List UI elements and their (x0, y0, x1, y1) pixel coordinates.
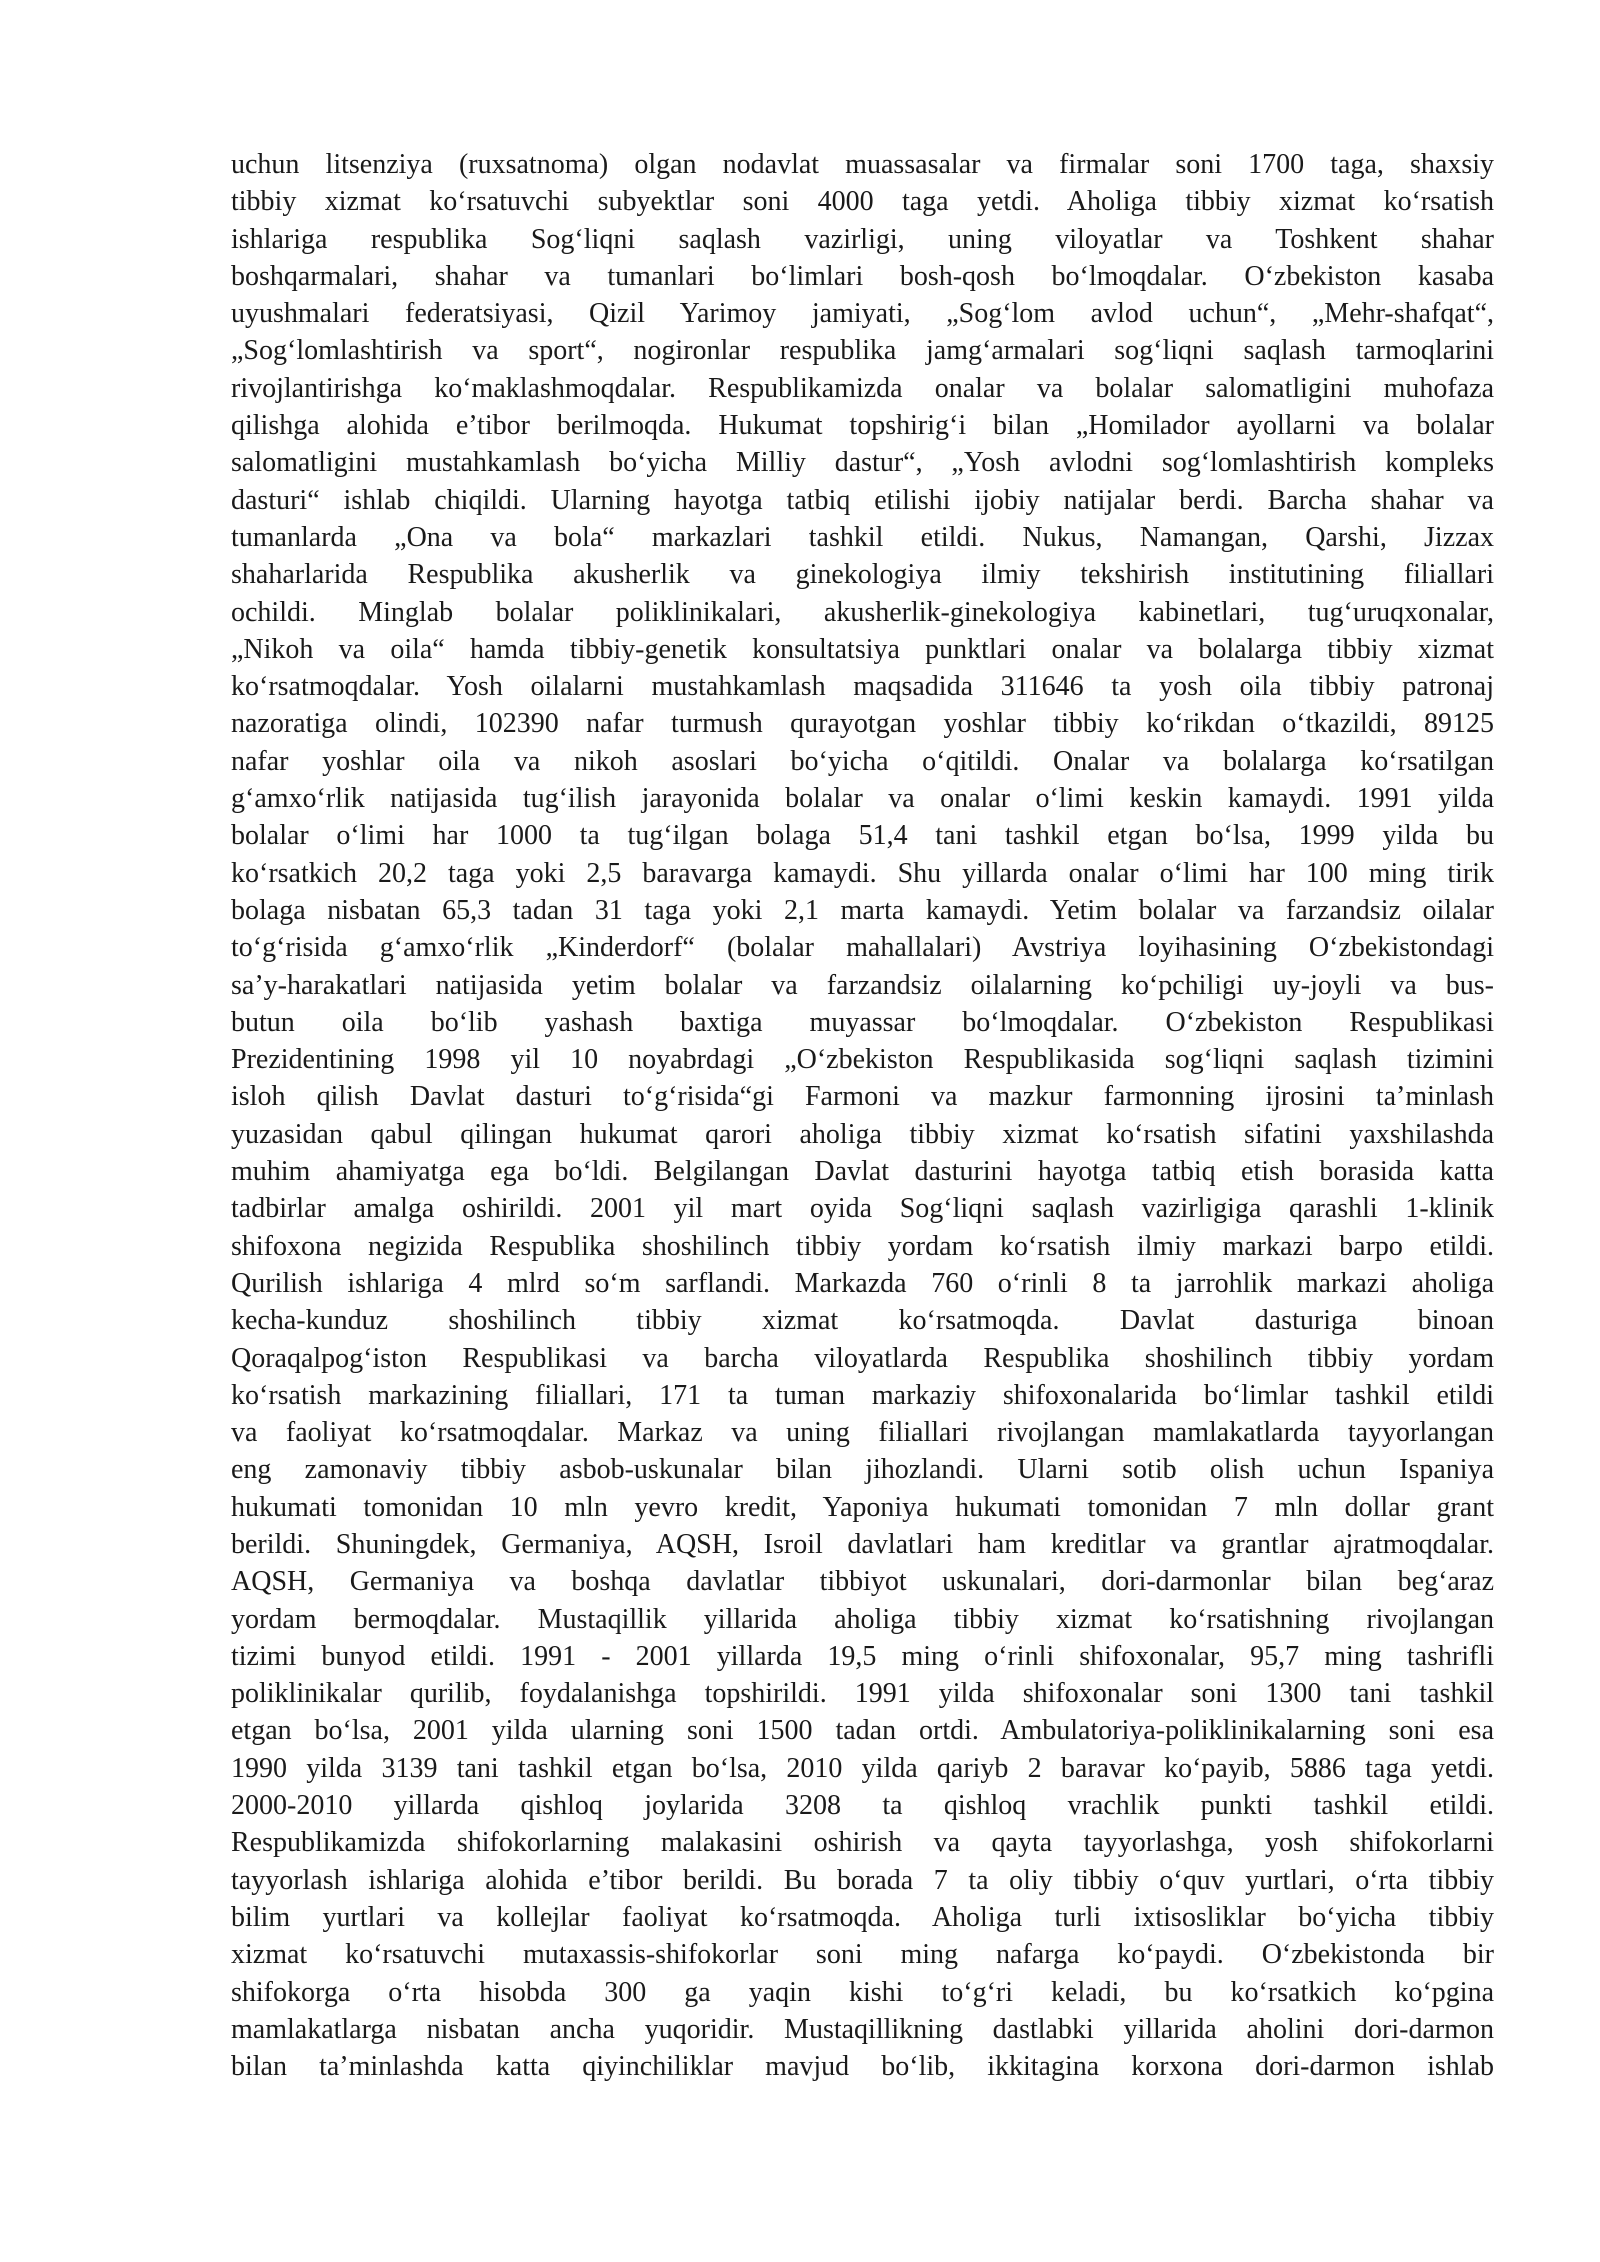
text-line: nazoratiga olindi, 102390 nafar turmush qurayotgan yoshlar tibbiy koʻrikdan oʻtkazildi, 89125 (231, 708, 1494, 740)
text-line: bilan ta’minlashda katta qiyinchiliklar mavjud boʻlib, ikkitagina korxona dori-darmon ishlab (231, 2051, 1494, 2083)
text-line: mamlakatlarga nisbatan ancha yuqoridir. Mustaqillikning dastlabki yillarida aholini dori-darmon (231, 2013, 1494, 2045)
text-line: dasturi“ ishlab chiqildi. Ularning hayotga tatbiq etilishi ijobiy natijalar berdi. Barcha shahar va (231, 484, 1494, 516)
text-line: tayyorlash ishlariga alohida e’tibor berildi. Bu borada 7 ta oliy tibbiy oʻquv yurtlari, oʻrta tibbiy (231, 1864, 1494, 1896)
text-line: berildi. Shuningdek, Germaniya, AQSH, Isroil davlatlari ham kreditlar va grantlar ajratmoqdalar. (231, 1528, 1494, 1560)
text-line: tadbirlar amalga oshirildi. 2001 yil mart oyida Sogʻliqni saqlash vazirligiga qarashli 1-klinik (231, 1193, 1494, 1225)
text-line: bilim yurtlari va kollejlar faoliyat koʻrsatmoqda. Aholiga turli ixtisosliklar boʻyicha tibbiy (231, 1901, 1494, 1933)
text-line: yordam bermoqdalar. Mustaqillik yillarida aholiga tibbiy xizmat koʻrsatishning rivojlangan (231, 1603, 1494, 1635)
text-line: poliklinikalar qurilib, foydalanishga topshirildi. 1991 yilda shifoxonalar soni 1300 tani tashkil (231, 1678, 1494, 1710)
text-line: yuzasidan qabul qilingan hukumat qarori aholiga tibbiy xizmat koʻrsatish sifatini yaxshilashda (231, 1118, 1494, 1150)
text-line: salomatligini mustahkamlash boʻyicha Milliy dastur“, „Yosh avlodni sogʻlomlashtirish kompleks (231, 447, 1494, 479)
text-line: butun oila boʻlib yashash baxtiga muyassar boʻlmoqdalar. Oʻzbekiston Respublikasi (231, 1006, 1494, 1038)
text-line: Qurilish ishlariga 4 mlrd soʻm sarflandi. Markazda 760 oʻrinli 8 ta jarrohlik markazi aholiga (231, 1267, 1494, 1299)
text-line: isloh qilish Davlat dasturi toʻgʻrisida“gi Farmoni va mazkur farmonning ijrosini ta’minlash (231, 1081, 1494, 1113)
text-line: tumanlarda „Ona va bola“ markazlari tashkil etildi. Nukus, Namangan, Qarshi, Jizzax (231, 521, 1494, 553)
text-line: uchun litsenziya (ruxsatnoma) olgan nodavlat muassasalar va firmalar soni 1700 taga, shaxsiy (231, 149, 1494, 180)
text-line: etgan boʻlsa, 2001 yilda ularning soni 1500 tadan ortdi. Ambulatoriya-poliklinikalarning soni esa (231, 1715, 1494, 1747)
text-line: bolalar oʻlimi har 1000 ta tugʻilgan bolaga 51,4 tani tashkil etgan boʻlsa, 1999 yilda bu (231, 820, 1494, 852)
text-line: nafar yoshlar oila va nikoh asoslari boʻyicha oʻqitildi. Onalar va bolalarga koʻrsatilgan (231, 745, 1494, 777)
text-line: Respublikamizda shifokorlarning malakasini oshirish va qayta tayyorlashga, yosh shifokorlarni (231, 1827, 1494, 1859)
text-line: tibbiy xizmat koʻrsatuvchi subyektlar soni 4000 taga yetdi. Aholiga tibbiy xizmat koʻrsatish (231, 186, 1494, 218)
text-line: shaharlarida Respublika akusherlik va ginekologiya ilmiy tekshirish institutining filiallari (231, 559, 1494, 591)
text-line: koʻrsatish markazining filiallari, 171 ta tuman markaziy shifoxonalarida boʻlimlar tashkil etildi (231, 1379, 1494, 1411)
text-line: eng zamonaviy tibbiy asbob-uskunalar bilan jihozlandi. Ularni sotib olish uchun Ispaniya (231, 1454, 1494, 1486)
text-line: sa’y-harakatlari natijasida yetim bolalar va farzandsiz oilalarning koʻpchiligi uy-joyli va bus- (231, 969, 1494, 1001)
text-line: va faoliyat koʻrsatmoqdalar. Markaz va uning filiallari rivojlangan mamlakatlarda tayyorlangan (231, 1417, 1494, 1449)
text-line: qilishga alohida e’tibor berilmoqda. Hukumat topshirigʻi bilan „Homilador ayollarni va bolalar (231, 410, 1494, 442)
text-line: hukumati tomonidan 10 mln yevro kredit, Yaponiya hukumati tomonidan 7 mln dollar grant (231, 1491, 1494, 1523)
text-line: rivojlantirishga koʻmaklashmoqdalar. Respublikamizda onalar va bolalar salomatligini muhofaza (231, 372, 1494, 404)
text-line: ishlariga respublika Sogʻliqni saqlash vazirligi, uning viloyatlar va Toshkent shahar (231, 223, 1494, 255)
text-line: koʻrsatmoqdalar. Yosh oilalarni mustahkamlash maqsadida 311646 ta yosh oila tibbiy patronaj (231, 671, 1494, 703)
text-line: xizmat koʻrsatuvchi mutaxassis-shifokorlar soni ming nafarga koʻpaydi. Oʻzbekistonda bir (231, 1939, 1494, 1971)
text-line: tizimi bunyod etildi. 1991 - 2001 yillarda 19,5 ming oʻrinli shifoxonalar, 95,7 ming tashrifli (231, 1640, 1494, 1672)
text-line: Prezidentining 1998 yil 10 noyabrdagi „Oʻzbekiston Respublikasida sogʻliqni saqlash tizimini (231, 1044, 1494, 1076)
text-line: „Sogʻlomlashtirish va sport“, nogironlar respublika jamgʻarmalari sogʻliqni saqlash tarmoqlarini (231, 335, 1494, 367)
text-line: shifoxona negizida Respublika shoshilinch tibbiy yordam koʻrsatish ilmiy markazi barpo etildi. (231, 1230, 1494, 1262)
text-line: 2000-2010 yillarda qishloq joylarida 3208 ta qishloq vrachlik punkti tashkil etildi. (231, 1790, 1494, 1822)
text-line: boshqarmalari, shahar va tumanlari boʻlimlari bosh-qosh boʻlmoqdalar. Oʻzbekiston kasaba (231, 260, 1494, 292)
text-line: bolaga nisbatan 65,3 tadan 31 taga yoki 2,1 marta kamaydi. Yetim bolalar va farzandsiz oilalar (231, 894, 1494, 926)
text-line: „Nikoh va oila“ hamda tibbiy-genetik konsultatsiya punktlari onalar va bolalarga tibbiy xizmat (231, 633, 1494, 665)
text-line: kecha-kunduz shoshilinch tibbiy xizmat koʻrsatmoqda. Davlat dasturiga binoan (231, 1305, 1494, 1337)
text-line: ochildi. Minglab bolalar poliklinikalari, akusherlik-ginekologiya kabinetlari, tugʻuruqxonalar, (231, 596, 1494, 628)
text-line: Qoraqalpogʻiston Respublikasi va barcha viloyatlarda Respublika shoshilinch tibbiy yordam (231, 1342, 1494, 1374)
text-line: 1990 yilda 3139 tani tashkil etgan boʻlsa, 2010 yilda qariyb 2 baravar koʻpayib, 5886 taga yetdi. (231, 1752, 1494, 1784)
text-line: gʻamxoʻrlik natijasida tugʻilish jarayonida bolalar va onalar oʻlimi keskin kamaydi. 1991 yilda (231, 783, 1494, 815)
text-line: uyushmalari federatsiyasi, Qizil Yarimoy jamiyati, „Sogʻlom avlod uchun“, „Mehr-shafqat“, (231, 298, 1494, 330)
text-line: shifokorga oʻrta hisobda 300 ga yaqin kishi toʻgʻri keladi, bu koʻrsatkich koʻpgina (231, 1976, 1494, 2008)
body-paragraph (231, 146, 1494, 2085)
text-line: muhim ahamiyatga ega boʻldi. Belgilangan Davlat dasturini hayotga tatbiq etish borasida katta (231, 1156, 1494, 1188)
text-line: AQSH, Germaniya va boshqa davlatlar tibbiyot uskunalari, dori-darmonlar bilan begʻaraz (231, 1566, 1494, 1598)
text-line: koʻrsatkich 20,2 taga yoki 2,5 baravarga kamaydi. Shu yillarda onalar oʻlimi har 100 ming tirik (231, 857, 1494, 889)
text-line: toʻgʻrisida gʻamxoʻrlik „Kinderdorf“ (bolalar mahallalari) Avstriya loyihasining Oʻzbekistondagi (231, 932, 1494, 964)
